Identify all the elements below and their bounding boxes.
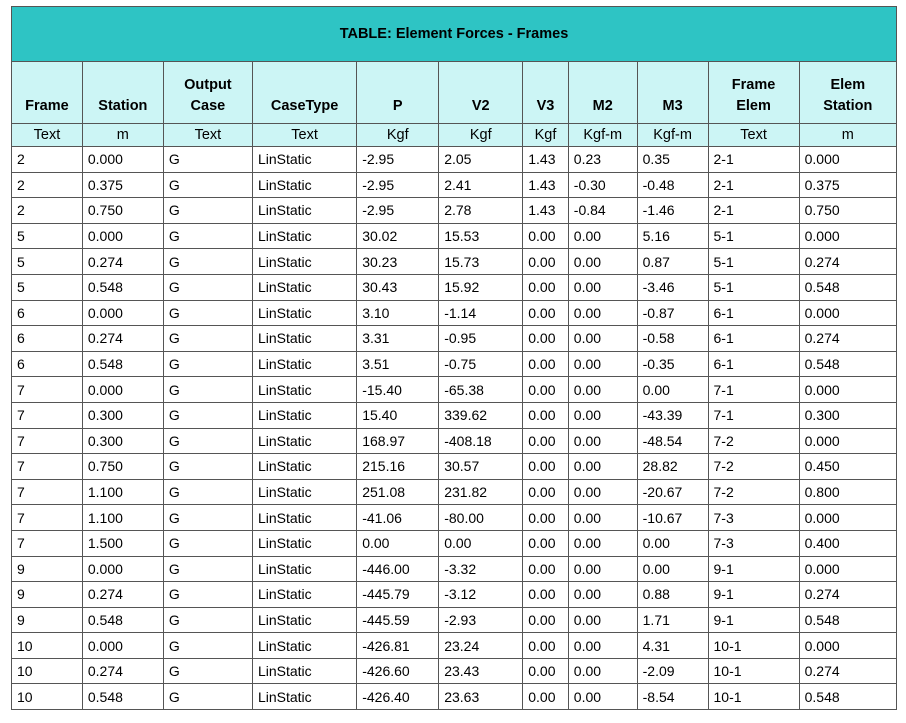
table-row: [12, 454, 897, 480]
unit-cell: Kgf-m: [637, 124, 708, 147]
table-cell: G: [163, 684, 252, 710]
table-cell: 0.000: [799, 147, 896, 173]
table-cell: LinStatic: [252, 274, 356, 300]
table-cell: 15.40: [357, 402, 439, 428]
table-cell: 1.100: [82, 479, 163, 505]
table-cell: -48.54: [637, 428, 708, 454]
table-cell: 0.00: [568, 684, 637, 710]
table-cell: 2: [12, 147, 83, 173]
table-cell: 4.31: [637, 633, 708, 659]
table-cell: 0.000: [799, 377, 896, 403]
table-cell: -10.67: [637, 505, 708, 531]
table-cell: LinStatic: [252, 428, 356, 454]
table-cell: 0.00: [637, 530, 708, 556]
table-cell: 0.00: [568, 249, 637, 275]
table-cell: 15.92: [439, 274, 523, 300]
table-row: [12, 377, 897, 403]
table-cell: 0.000: [799, 505, 896, 531]
table-cell: G: [163, 249, 252, 275]
table-cell: LinStatic: [252, 607, 356, 633]
table-cell: 9: [12, 556, 83, 582]
table-cell: -0.30: [568, 172, 637, 198]
table-cell: 0.548: [799, 607, 896, 633]
table-cell: LinStatic: [252, 172, 356, 198]
table-cell: 0.00: [523, 556, 569, 582]
table-cell: 0.00: [523, 684, 569, 710]
element-forces-table: [11, 6, 897, 710]
table-cell: 5.16: [637, 223, 708, 249]
table-cell: G: [163, 147, 252, 173]
table-cell: 0.750: [82, 454, 163, 480]
table-row: [12, 351, 897, 377]
table-cell: 3.51: [357, 351, 439, 377]
table-cell: 0.400: [799, 530, 896, 556]
table-cell: -8.54: [637, 684, 708, 710]
table-cell: 0.548: [82, 351, 163, 377]
table-cell: LinStatic: [252, 454, 356, 480]
table-cell: 231.82: [439, 479, 523, 505]
table-cell: LinStatic: [252, 658, 356, 684]
table-cell: -445.59: [357, 607, 439, 633]
table-cell: -0.35: [637, 351, 708, 377]
table-cell: 15.53: [439, 223, 523, 249]
table-cell: -3.32: [439, 556, 523, 582]
table-cell: -1.46: [637, 198, 708, 224]
table-cell: LinStatic: [252, 505, 356, 531]
table-cell: 9-1: [708, 556, 799, 582]
column-header-casetype: CaseType: [252, 62, 356, 124]
table-cell: 0.00: [568, 530, 637, 556]
column-header-frame: Frame: [12, 62, 83, 124]
table-cell: 0.274: [799, 326, 896, 352]
table-cell: 10-1: [708, 658, 799, 684]
table-cell: 6-1: [708, 300, 799, 326]
table-cell: 2: [12, 172, 83, 198]
unit-cell: m: [82, 124, 163, 147]
table-cell: 0.00: [523, 582, 569, 608]
table-row: [12, 274, 897, 300]
table-cell: 0.548: [82, 274, 163, 300]
table-cell: 0.00: [568, 633, 637, 659]
table-cell: 7: [12, 505, 83, 531]
table-cell: 0.00: [568, 377, 637, 403]
table-cell: 9-1: [708, 607, 799, 633]
header-row: [12, 62, 897, 124]
table-cell: 10: [12, 658, 83, 684]
table-cell: G: [163, 607, 252, 633]
table-cell: 0.000: [82, 300, 163, 326]
table-cell: 0.000: [799, 556, 896, 582]
table-cell: 7: [12, 402, 83, 428]
table-cell: G: [163, 377, 252, 403]
table-cell: 7-2: [708, 454, 799, 480]
table-cell: 0.00: [523, 249, 569, 275]
table-cell: LinStatic: [252, 633, 356, 659]
table-cell: G: [163, 454, 252, 480]
table-cell: 0.00: [523, 479, 569, 505]
table-cell: -1.14: [439, 300, 523, 326]
table-cell: LinStatic: [252, 479, 356, 505]
table-cell: 0.00: [637, 377, 708, 403]
table-cell: 0.000: [799, 300, 896, 326]
table-cell: 0.00: [568, 454, 637, 480]
table-cell: 6: [12, 300, 83, 326]
table-cell: 0.750: [82, 198, 163, 224]
table-cell: -0.48: [637, 172, 708, 198]
table-cell: 2.41: [439, 172, 523, 198]
table-cell: -426.40: [357, 684, 439, 710]
table-cell: -2.95: [357, 198, 439, 224]
table-cell: 23.24: [439, 633, 523, 659]
table-cell: 7-3: [708, 505, 799, 531]
table-cell: -0.87: [637, 300, 708, 326]
table-cell: 30.57: [439, 454, 523, 480]
table-cell: 0.00: [568, 505, 637, 531]
table-cell: G: [163, 300, 252, 326]
table-cell: LinStatic: [252, 147, 356, 173]
table-cell: 0.00: [523, 300, 569, 326]
table-cell: -15.40: [357, 377, 439, 403]
table-cell: LinStatic: [252, 530, 356, 556]
table-row: [12, 658, 897, 684]
table-cell: 0.548: [799, 274, 896, 300]
table-cell: LinStatic: [252, 684, 356, 710]
table-cell: 0.274: [82, 249, 163, 275]
table-cell: 10: [12, 684, 83, 710]
table-cell: G: [163, 402, 252, 428]
table-cell: 0.88: [637, 582, 708, 608]
table-cell: 7-1: [708, 402, 799, 428]
table-cell: 7: [12, 479, 83, 505]
table-cell: 0.00: [523, 377, 569, 403]
table-cell: G: [163, 582, 252, 608]
table-cell: -2.95: [357, 147, 439, 173]
table-cell: 30.02: [357, 223, 439, 249]
table-cell: 2.78: [439, 198, 523, 224]
table-cell: 0.274: [82, 582, 163, 608]
table-cell: 2-1: [708, 172, 799, 198]
unit-cell: Kgf: [439, 124, 523, 147]
table-cell: 9: [12, 607, 83, 633]
unit-cell: Kgf: [357, 124, 439, 147]
table-cell: 0.000: [82, 147, 163, 173]
table-cell: 1.100: [82, 505, 163, 531]
table-cell: -41.06: [357, 505, 439, 531]
table-cell: 0.00: [568, 402, 637, 428]
table-cell: LinStatic: [252, 556, 356, 582]
table-cell: G: [163, 479, 252, 505]
table-cell: -426.81: [357, 633, 439, 659]
table-cell: 0.375: [799, 172, 896, 198]
table-cell: 0.00: [523, 402, 569, 428]
table-cell: 0.00: [523, 505, 569, 531]
table-cell: 0.00: [568, 223, 637, 249]
table-cell: 1.43: [523, 147, 569, 173]
table-cell: G: [163, 428, 252, 454]
unit-cell: Kgf-m: [568, 124, 637, 147]
table-cell: 0.00: [568, 658, 637, 684]
table-container: [11, 6, 897, 710]
unit-cell: m: [799, 124, 896, 147]
table-cell: 7: [12, 428, 83, 454]
table-cell: 0.00: [523, 530, 569, 556]
units-row: [12, 124, 897, 147]
column-header-m3: M3: [637, 62, 708, 124]
table-cell: 0.300: [799, 402, 896, 428]
table-cell: 2-1: [708, 198, 799, 224]
table-cell: 1.500: [82, 530, 163, 556]
table-cell: 0.00: [523, 658, 569, 684]
table-cell: LinStatic: [252, 223, 356, 249]
table-row: [12, 479, 897, 505]
table-cell: -2.93: [439, 607, 523, 633]
table-cell: G: [163, 223, 252, 249]
table-cell: 339.62: [439, 402, 523, 428]
table-cell: 0.750: [799, 198, 896, 224]
table-cell: 6-1: [708, 326, 799, 352]
table-cell: LinStatic: [252, 582, 356, 608]
table-cell: LinStatic: [252, 351, 356, 377]
table-cell: 0.00: [523, 428, 569, 454]
table-cell: -0.84: [568, 198, 637, 224]
table-cell: 0.00: [523, 223, 569, 249]
table-body: [12, 147, 897, 710]
table-row: [12, 402, 897, 428]
table-cell: G: [163, 633, 252, 659]
table-cell: 0.450: [799, 454, 896, 480]
table-cell: 0.87: [637, 249, 708, 275]
table-cell: 0.000: [82, 556, 163, 582]
table-cell: 5: [12, 249, 83, 275]
table-row: [12, 249, 897, 275]
table-cell: -65.38: [439, 377, 523, 403]
table-cell: 3.10: [357, 300, 439, 326]
table-cell: G: [163, 172, 252, 198]
table-cell: 0.274: [82, 326, 163, 352]
table-row: [12, 172, 897, 198]
table-cell: 0.00: [439, 530, 523, 556]
table-cell: LinStatic: [252, 326, 356, 352]
table-cell: 0.274: [799, 249, 896, 275]
table-cell: -2.95: [357, 172, 439, 198]
table-row: [12, 147, 897, 173]
table-cell: 0.000: [799, 428, 896, 454]
table-cell: G: [163, 505, 252, 531]
table-cell: 0.00: [568, 428, 637, 454]
table-cell: 0.00: [357, 530, 439, 556]
unit-cell: Text: [708, 124, 799, 147]
table-cell: 6-1: [708, 351, 799, 377]
table-cell: -2.09: [637, 658, 708, 684]
table-cell: 0.23: [568, 147, 637, 173]
table-cell: 28.82: [637, 454, 708, 480]
table-cell: -20.67: [637, 479, 708, 505]
table-cell: 0.548: [82, 607, 163, 633]
table-cell: 0.00: [523, 351, 569, 377]
table-row: [12, 582, 897, 608]
table-cell: -43.39: [637, 402, 708, 428]
column-header-m2: M2: [568, 62, 637, 124]
table-row: [12, 300, 897, 326]
table-cell: G: [163, 556, 252, 582]
table-cell: 1.71: [637, 607, 708, 633]
table-cell: 5-1: [708, 249, 799, 275]
table-cell: 10-1: [708, 633, 799, 659]
table-cell: -445.79: [357, 582, 439, 608]
table-cell: 23.63: [439, 684, 523, 710]
table-cell: 168.97: [357, 428, 439, 454]
table-cell: 7: [12, 454, 83, 480]
table-cell: -426.60: [357, 658, 439, 684]
table-cell: 7-2: [708, 479, 799, 505]
table-cell: 0.000: [82, 223, 163, 249]
unit-cell: Text: [12, 124, 83, 147]
table-cell: 5: [12, 274, 83, 300]
table-cell: 0.00: [523, 633, 569, 659]
table-cell: 2.05: [439, 147, 523, 173]
table-cell: 2: [12, 198, 83, 224]
table-cell: 0.548: [82, 684, 163, 710]
unit-cell: Text: [252, 124, 356, 147]
table-cell: -0.95: [439, 326, 523, 352]
table-cell: 30.43: [357, 274, 439, 300]
column-header-elem-station: Elem Station: [799, 62, 896, 124]
table-row: [12, 223, 897, 249]
table-cell: 0.000: [799, 223, 896, 249]
table-cell: -3.12: [439, 582, 523, 608]
table-cell: 7: [12, 530, 83, 556]
unit-cell: Kgf: [523, 124, 569, 147]
table-row: [12, 530, 897, 556]
table-cell: 0.00: [568, 582, 637, 608]
table-cell: 0.00: [568, 300, 637, 326]
table-cell: 0.00: [523, 607, 569, 633]
column-header-p: P: [357, 62, 439, 124]
table-cell: 1.43: [523, 198, 569, 224]
table-cell: -3.46: [637, 274, 708, 300]
table-row: [12, 684, 897, 710]
table-cell: 0.00: [568, 274, 637, 300]
table-cell: LinStatic: [252, 249, 356, 275]
table-cell: 0.00: [568, 556, 637, 582]
table-cell: 6: [12, 326, 83, 352]
table-cell: 0.00: [523, 454, 569, 480]
column-header-v2: V2: [439, 62, 523, 124]
table-title: TABLE: Element Forces - Frames: [12, 7, 897, 62]
table-cell: 251.08: [357, 479, 439, 505]
column-header-v3: V3: [523, 62, 569, 124]
table-cell: G: [163, 274, 252, 300]
unit-cell: Text: [163, 124, 252, 147]
table-cell: G: [163, 351, 252, 377]
table-cell: 5-1: [708, 223, 799, 249]
table-cell: 0.00: [568, 351, 637, 377]
table-cell: 0.548: [799, 351, 896, 377]
table-cell: 0.00: [568, 326, 637, 352]
table-cell: 0.00: [523, 274, 569, 300]
table-cell: 0.000: [799, 633, 896, 659]
table-cell: 0.00: [637, 556, 708, 582]
table-row: [12, 556, 897, 582]
table-cell: LinStatic: [252, 300, 356, 326]
table-cell: G: [163, 658, 252, 684]
table-cell: 5-1: [708, 274, 799, 300]
table-row: [12, 428, 897, 454]
table-cell: -446.00: [357, 556, 439, 582]
column-header-output-case: Output Case: [163, 62, 252, 124]
table-cell: 0.000: [82, 377, 163, 403]
table-cell: 2-1: [708, 147, 799, 173]
table-cell: LinStatic: [252, 198, 356, 224]
table-cell: -0.58: [637, 326, 708, 352]
table-row: [12, 198, 897, 224]
table-cell: 9: [12, 582, 83, 608]
table-cell: 7-2: [708, 428, 799, 454]
column-header-station: Station: [82, 62, 163, 124]
table-cell: 10: [12, 633, 83, 659]
table-cell: 15.73: [439, 249, 523, 275]
table-cell: -80.00: [439, 505, 523, 531]
table-cell: 0.274: [799, 582, 896, 608]
table-cell: 7-1: [708, 377, 799, 403]
table-cell: 0.00: [568, 479, 637, 505]
table-cell: 215.16: [357, 454, 439, 480]
table-cell: 0.00: [568, 607, 637, 633]
table-cell: 0.548: [799, 684, 896, 710]
table-cell: -408.18: [439, 428, 523, 454]
table-cell: G: [163, 530, 252, 556]
table-cell: 0.800: [799, 479, 896, 505]
table-cell: LinStatic: [252, 402, 356, 428]
table-cell: LinStatic: [252, 377, 356, 403]
table-cell: 0.300: [82, 428, 163, 454]
table-row: [12, 505, 897, 531]
column-header-frame-elem: Frame Elem: [708, 62, 799, 124]
table-cell: 0.375: [82, 172, 163, 198]
table-row: [12, 607, 897, 633]
table-cell: 1.43: [523, 172, 569, 198]
table-cell: 3.31: [357, 326, 439, 352]
table-cell: 0.300: [82, 402, 163, 428]
table-cell: 7-3: [708, 530, 799, 556]
table-cell: 30.23: [357, 249, 439, 275]
table-cell: 9-1: [708, 582, 799, 608]
table-row: [12, 633, 897, 659]
table-cell: G: [163, 326, 252, 352]
table-cell: 23.43: [439, 658, 523, 684]
table-cell: 0.274: [82, 658, 163, 684]
table-cell: 0.274: [799, 658, 896, 684]
table-cell: 10-1: [708, 684, 799, 710]
table-cell: 0.00: [523, 326, 569, 352]
table-cell: G: [163, 198, 252, 224]
table-cell: 0.000: [82, 633, 163, 659]
table-cell: 5: [12, 223, 83, 249]
table-row: [12, 326, 897, 352]
table-cell: 6: [12, 351, 83, 377]
table-cell: 0.35: [637, 147, 708, 173]
table-cell: 7: [12, 377, 83, 403]
table-cell: -0.75: [439, 351, 523, 377]
